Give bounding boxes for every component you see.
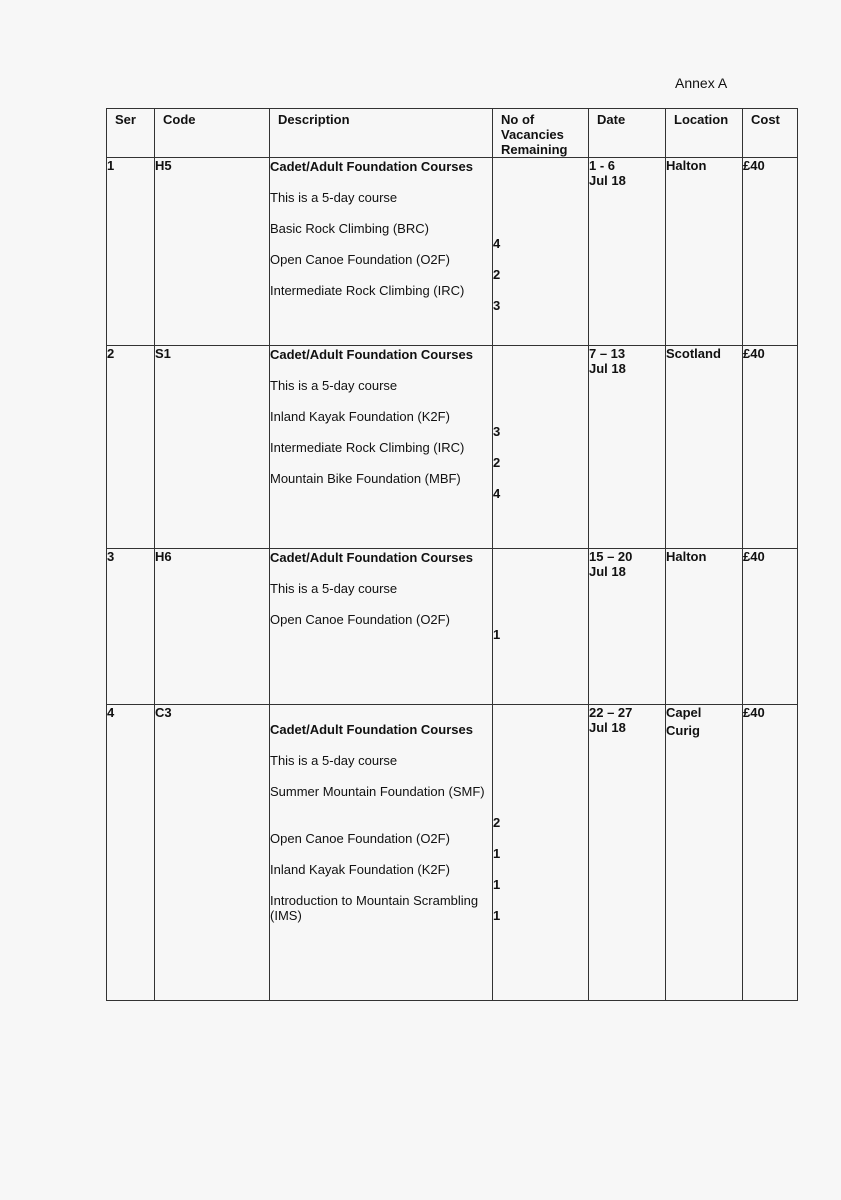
ser-cell <box>107 158 155 346</box>
location-cell <box>666 346 743 549</box>
cost-value: £40 <box>743 158 765 173</box>
date-month: Jul 18 <box>589 564 626 579</box>
course-duration: This is a 5-day course <box>270 753 398 768</box>
location-cell <box>666 158 743 346</box>
table-row <box>107 549 798 705</box>
location-value: Halton <box>666 549 707 564</box>
header-cost: Cost <box>743 109 798 158</box>
cost-cell <box>743 346 798 549</box>
course-group-title: Cadet/Adult Foundation Courses <box>270 347 473 362</box>
header-ser: Ser <box>107 109 155 158</box>
vacancy-count: 3 <box>493 424 501 439</box>
vacancies-cell <box>493 346 589 549</box>
vacancy-count: 1 <box>493 627 501 642</box>
code-cell <box>155 158 270 346</box>
course-item: Mountain Bike Foundation (MBF) <box>270 471 461 486</box>
date-month: Jul 18 <box>589 361 626 376</box>
course-item: Open Canoe Foundation (O2F) <box>270 612 450 627</box>
location-value: Scotland <box>666 346 721 361</box>
course-item: Open Canoe Foundation (O2F) <box>270 252 450 267</box>
header-vacancies: No of Vacancies Remaining <box>493 109 589 158</box>
ser-value: 1 <box>107 158 115 173</box>
course-item: Intermediate Rock Climbing (IRC) <box>270 283 465 298</box>
date-month: Jul 18 <box>589 173 626 188</box>
location-cell <box>666 549 743 705</box>
vacancy-count: 1 <box>493 877 501 892</box>
courses-table <box>106 108 798 1001</box>
course-item: Inland Kayak Foundation (K2F) <box>270 409 450 424</box>
course-group-title: Cadet/Adult Foundation Courses <box>270 722 473 737</box>
code-cell <box>155 549 270 705</box>
date-days: 22 – 27 <box>589 705 633 720</box>
ser-value: 4 <box>107 705 115 720</box>
course-item: Basic Rock Climbing (BRC) <box>270 221 429 236</box>
vacancy-count: 2 <box>493 267 501 282</box>
cost-value: £40 <box>743 346 765 361</box>
cost-cell <box>743 158 798 346</box>
cost-value: £40 <box>743 549 765 564</box>
code-value: H5 <box>155 158 172 173</box>
location-cell <box>666 705 743 1001</box>
table-row <box>107 346 798 549</box>
description-cell <box>270 549 493 705</box>
course-item: Open Canoe Foundation (O2F) <box>270 831 450 846</box>
date-days: 1 - 6 <box>589 158 616 173</box>
ser-value: 3 <box>107 549 115 564</box>
description-cell <box>270 158 493 346</box>
header-description: Description <box>270 109 493 158</box>
location-value: Capel <box>666 705 702 720</box>
ser-value: 2 <box>107 346 115 361</box>
course-item: Inland Kayak Foundation (K2F) <box>270 862 450 877</box>
code-value: H6 <box>155 549 172 564</box>
code-cell <box>155 705 270 1001</box>
date-cell <box>589 158 666 346</box>
header-code: Code <box>155 109 270 158</box>
course-duration: This is a 5-day course <box>270 378 398 393</box>
table-row <box>107 705 798 1001</box>
location-value-line-2: Curig <box>666 723 700 738</box>
course-item: Introduction to Mountain Scrambling (IMS) <box>270 893 479 923</box>
location-value: Halton <box>666 158 707 173</box>
date-month: Jul 18 <box>589 720 626 735</box>
date-cell <box>589 549 666 705</box>
course-item: Intermediate Rock Climbing (IRC) <box>270 440 465 455</box>
ser-cell <box>107 705 155 1001</box>
vacancies-cell <box>493 549 589 705</box>
course-item: Summer Mountain Foundation (SMF) <box>270 784 485 799</box>
vacancy-count: 2 <box>493 455 501 470</box>
course-duration: This is a 5-day course <box>270 581 398 596</box>
vacancy-count: 2 <box>493 815 501 830</box>
vacancy-count: 3 <box>493 298 501 313</box>
header-date: Date <box>589 109 666 158</box>
header-location: Location <box>666 109 743 158</box>
ser-cell <box>107 346 155 549</box>
vacancies-cell <box>493 705 589 1001</box>
description-cell <box>270 705 493 1001</box>
code-value: S1 <box>155 346 171 361</box>
cost-cell <box>743 705 798 1001</box>
vacancy-count: 4 <box>493 236 501 251</box>
annex-label: Annex A <box>675 75 728 91</box>
vacancy-count: 1 <box>493 908 501 923</box>
date-cell <box>589 346 666 549</box>
table-header-row <box>107 109 798 158</box>
cost-cell <box>743 549 798 705</box>
course-duration: This is a 5-day course <box>270 190 398 205</box>
code-value: C3 <box>155 705 172 720</box>
date-cell <box>589 705 666 1001</box>
date-days: 7 – 13 <box>589 346 626 361</box>
vacancy-count: 4 <box>493 486 501 501</box>
table-row <box>107 158 798 346</box>
ser-cell <box>107 549 155 705</box>
course-group-title: Cadet/Adult Foundation Courses <box>270 550 473 565</box>
description-cell <box>270 346 493 549</box>
cost-value: £40 <box>743 705 765 720</box>
code-cell <box>155 346 270 549</box>
vacancy-count: 1 <box>493 846 501 861</box>
course-group-title: Cadet/Adult Foundation Courses <box>270 159 473 174</box>
vacancies-cell <box>493 158 589 346</box>
date-days: 15 – 20 <box>589 549 633 564</box>
